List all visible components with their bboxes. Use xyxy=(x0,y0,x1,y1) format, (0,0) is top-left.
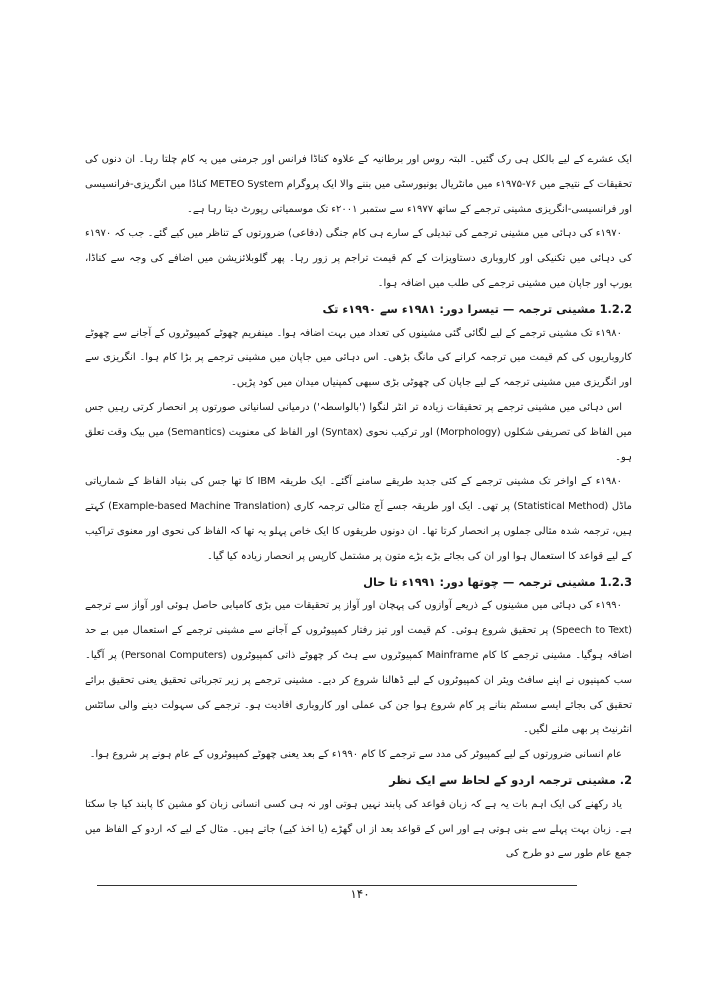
paragraph: ایک عشرے کے لیے بالکل ہی رک گئیں۔ البتہ روس اور برطانیہ کے علاوہ کناڈا فرانس اور جرمنی میں یہ کام چلتا رہا۔ ان دنوں کی تحقیقات کے نتیجے میں ۷۶-۱۹۷۵ء میں مانٹریال یونیورسٹی میں بننے والا ایک پروگرام METEO System کناڈا میں انگریزی-فرانسیسی اور فرانسیسی-انگریزی مشینی ترجمے کے ساتھ ۱۹۷۷ء سے ستمبر ۲۰۰۱ء تک موسمیاتی رپورٹ دیتا رہا ہے۔ xyxy=(85,154,632,215)
page-body xyxy=(85,148,632,867)
paragraph: ۱۹۹۰ء کی دہائی میں مشینوں کے ذریعے آوازوں کی پہچان اور آواز پر تحقیقات میں بڑی کامیابی حاصل ہوئی اور آواز سے ترجمے (Speech to Text) پر تحقیق شروع ہوئی۔ کم قیمت اور تیز رفتار کمپیوٹروں کے آجانے سے مشینی ترجمے کے استعمال میں بے حد اضافہ ہوگیا۔ مشینی ترجمے کا کام Mainframe کمپیوٹروں سے ہٹ کر چھوٹے ذاتی کمپیوٹروں (Personal Computers) پر آگیا۔ سب کمپنیوں نے اپنے سافٹ ویئر ان کمپیوٹروں کے لیے ڈھالنا شروع کر دیے۔ مشینی ترجمے پر زیر تجرباتی تحقیق یعنی تحقیق برائے تحقیق کی بجائے ایسے سسٹم بنانے پر کام شروع ہوا جن کی عملی اور کاروباری افادیت ہو۔ ترجمے کی سہولت دینے والی سائٹس انٹرنیٹ پر بھی ملنے لگیں۔ xyxy=(85,600,632,736)
footer-rule xyxy=(97,885,577,886)
paragraph: اس دہائی میں مشینی ترجمے پر تحقیقات زیادہ تر انٹر لنگوا ('بالواسطہ') درمیانی لسانیاتی صورتوں پر انحصار کرتی رہیں جس میں الفاظ کی تصریفی شکلوں (Morphology) اور ترکیب نحوی (Syntax) اور الفاظ کی معنویت (Semantics) میں بیک وقت تعلق ہو۔ xyxy=(85,401,632,463)
paragraph: یاد رکھنے کی ایک اہم بات یہ ہے کہ زبان قواعد کی پابند نہیں ہوتی اور نہ ہی کسی انسانی زبان کو مشین کا پابند کیا جا سکتا ہے۔ زبان بہت پہلے سے بنی ہوتی ہے اور اس کے قواعد بعد از اں گھڑے (یا اخذ کیے) جاتے ہیں۔ مثال کے لیے کہ اردو کے الفاظ میں جمع عام طور سے دو طرح کی xyxy=(85,798,632,860)
page-number: ۱۴۰ xyxy=(350,887,370,901)
paragraph: عام انسانی ضرورتوں کے لیے کمپیوٹر کی مدد سے ترجمے کا کام ۱۹۹۰ء کے بعد یعنی چھوٹے کمپیوٹروں کے عام ہونے پر شروع ہوا۔ xyxy=(89,749,622,761)
paragraph: ۱۹۸۰ء تک مشینی ترجمے کے لیے لگائی گئی مشینوں کی تعداد میں بہت اضافہ ہوا۔ مینفریم چھوٹے کمپیوٹروں کے آجانے سے چھوٹے کاروباریوں کی کم قیمت میں ترجمہ کرانے کی مانگ بڑھی۔ اس دہائی میں جاپان میں مشینی ترجمے پر بڑا کام ہوا۔ انگریزی سے اور انگریزی میں مشینی ترجمہ کے لیے جاپان کی چھوٹی بڑی سبھی کمپنیاں میدان میں کود پڑیں۔ xyxy=(85,327,632,389)
section-heading: 1.2.3 مشینی ترجمہ — چوتھا دور: ۱۹۹۱ء تا حال xyxy=(363,574,632,589)
paragraph: ۱۹۷۰ء کی دہائی میں مشینی ترجمے کی تبدیلی کے سارے ہی کام جنگی (دفاعی) ضرورتوں کے تناظر میں کیے گئے۔ جب کہ ۱۹۷۰ء کی دہائی میں تکنیکی اور کاروباری دستاویزات کے کم قیمت تراجم پر زور رہا۔ پھر گلوبلائزیشن میں اضافے کی وجہ سے کناڈا، یورپ اور جاپان میں مشینی ترجمے کی طلب میں اضافہ ہوا۔ xyxy=(85,228,632,289)
section-heading: 2. مشینی ترجمہ اردو کے لحاظ سے ایک نظر xyxy=(389,772,632,787)
paragraph: ۱۹۸۰ء کے اواخر تک مشینی ترجمے کے کئی جدید طریقے سامنے آگئے۔ ایک طریقہ IBM کا تھا جس کی بنیاد الفاظ کے شماریاتی ماڈل (Statistical Method) پر تھی۔ ایک اور طریقہ جسے آج مثالی ترجمہ کاری (Example-based Machine Translation) کہتے ہیں، ترجمہ شدہ مثالی جملوں پر انحصار کرتا تھا۔ ان دونوں طریقوں کا ایک خاص پہلو یہ تھا کہ الفاظ کی نحوی اور معنوی تراکیب کے لیے قواعد کا استعمال ہوا اور ان کی بجائے بڑے بڑے متون پر مشتمل کارپس پر انحصار زیادہ کیا گیا۔ xyxy=(85,476,633,562)
section-heading: 1.2.2 مشینی ترجمہ — تیسرا دور: ۱۹۸۱ء سے ۱۹۹۰ء تک xyxy=(322,301,632,316)
